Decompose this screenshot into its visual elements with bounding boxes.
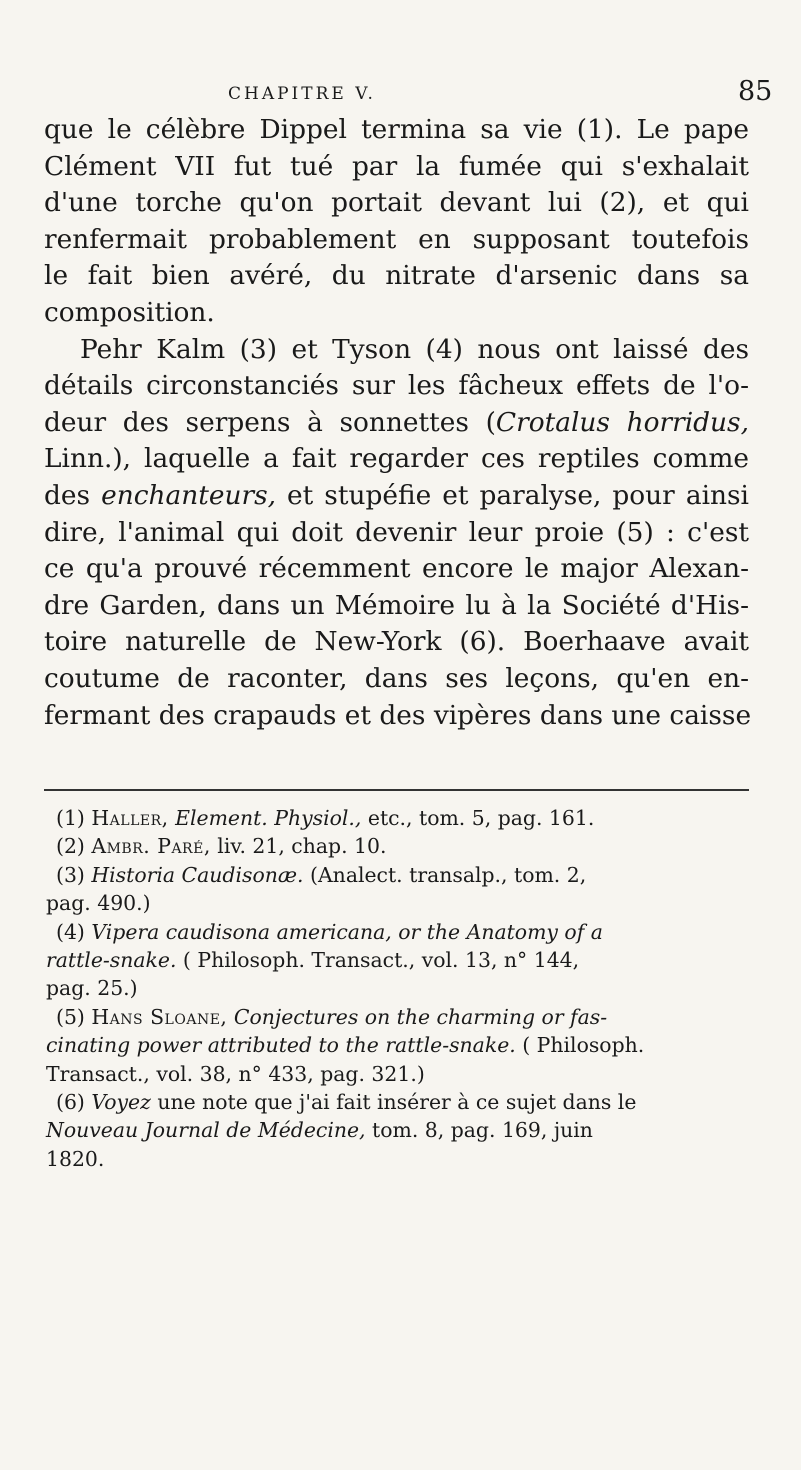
footnote-number: (3) [56, 862, 85, 887]
footnote-voyez: Voyez [91, 1089, 151, 1114]
footnote-title: Historia Caudisonæ. [91, 862, 304, 887]
footnote-3-cont: pag. 490.) [46, 891, 151, 916]
emphasis-text: enchanteurs, [101, 479, 276, 511]
footnote-4 [46, 918, 749, 946]
footnote-divider [44, 789, 749, 791]
footnote-ref: ( Philosoph. [522, 1033, 645, 1058]
page-number: 85 [738, 76, 773, 107]
footnote-number: (1) [56, 806, 85, 830]
text-line: détails circonstanciés sur les fâcheux effets de l'o- [44, 370, 749, 402]
footnotes [46, 804, 749, 1173]
footnote-title: Conjectures on the charming or fas- [233, 1004, 608, 1029]
footnote-ref: liv. 21, chap. 10. [217, 834, 387, 859]
footnote-ref: (Analect. transalp., tom. 2, [310, 862, 587, 887]
text-line: coutume de raconter, dans ses leçons, qu'en en- [44, 662, 749, 694]
text-line: Linn.), laquelle a fait regarder ces reptiles comme [44, 443, 749, 475]
footnote-number: (2) [56, 834, 85, 859]
text-line: que le célèbre Dippel termina sa vie (1). Le pape [44, 114, 749, 145]
text-line: Clément VII fut tué par la fumée qui s'exhalait [44, 150, 749, 182]
footnote-journal: Nouveau Journal de Médecine, [46, 1118, 366, 1143]
text-line [44, 405, 749, 442]
footnote-ref: ( Philosoph. Transact., vol. 13, n° 144, [182, 947, 580, 972]
footnote-ref: tom. 8, pag. 169, juin [372, 1118, 593, 1143]
text-line [44, 478, 749, 515]
footnote-4-cont: pag. 25.) [46, 976, 138, 1001]
page-header [0, 76, 801, 116]
species-name: Crotalus horridus, [495, 406, 749, 438]
text-line: dire, l'animal qui doit devenir leur proie (5) : c'est [44, 516, 749, 548]
footnote-title: Vipera caudisona americana, or the Anatomy of a [91, 919, 603, 944]
footnote-4-line2 [46, 946, 749, 974]
footnote-1 [46, 804, 749, 832]
footnote-6-line2 [46, 1116, 749, 1144]
footnote-3 [46, 861, 749, 889]
footnote-title: Element. Physiol., [175, 806, 362, 830]
text-line: Pehr Kalm (3) et Tyson (4) nous ont laissé des [80, 333, 749, 365]
body-text [44, 112, 752, 734]
text-line: renfermait probablement en supposant toutefois [44, 223, 749, 255]
footnote-2 [46, 832, 749, 860]
footnote-author: Hans Sloane, [91, 1004, 228, 1029]
text-span: des [44, 479, 102, 511]
footnote-number: (5) [56, 1004, 85, 1029]
text-line: composition. [44, 296, 215, 328]
text-span: deur des serpens à sonnettes ( [44, 406, 496, 438]
footnote-6-cont: 1820. [46, 1146, 105, 1171]
text-line: toire naturelle de New-York (6). Boerhaave avait [44, 626, 749, 658]
footnote-ref: etc., tom. 5, pag. 161. [367, 806, 595, 830]
text-line: le fait bien avéré, du nitrate d'arsenic dans sa [44, 260, 749, 292]
text-line: d'une torche qu'on portait devant lui (2), et qui [44, 187, 749, 219]
footnote-author: Haller, [91, 806, 169, 830]
text-line: fermant des crapauds et des vipères dans une caisse [44, 699, 752, 731]
footnote-number: (6) [56, 1089, 85, 1114]
footnote-title: rattle-snake. [46, 947, 177, 972]
footnote-ref: une note que j'ai fait insérer à ce sujet dans le [157, 1089, 637, 1114]
text-line: ce qu'a prouvé récemment encore le major Alexan- [44, 553, 749, 585]
running-head: CHAPITRE V. [228, 84, 376, 104]
text-span: et stupéfie et paralyse, pour ainsi [276, 479, 749, 511]
footnote-title: cinating power attributed to the rattle-snake. [46, 1033, 516, 1058]
footnote-author: Ambr. Paré, [91, 834, 211, 859]
footnote-5-line2 [46, 1031, 749, 1059]
footnote-number: (4) [56, 919, 85, 944]
text-line: dre Garden, dans un Mémoire lu à la Société d'His- [44, 589, 749, 621]
footnote-5-cont: Transact., vol. 38, n° 433, pag. 321.) [46, 1061, 425, 1086]
footnote-6 [46, 1088, 749, 1116]
footnote-5 [46, 1003, 749, 1031]
